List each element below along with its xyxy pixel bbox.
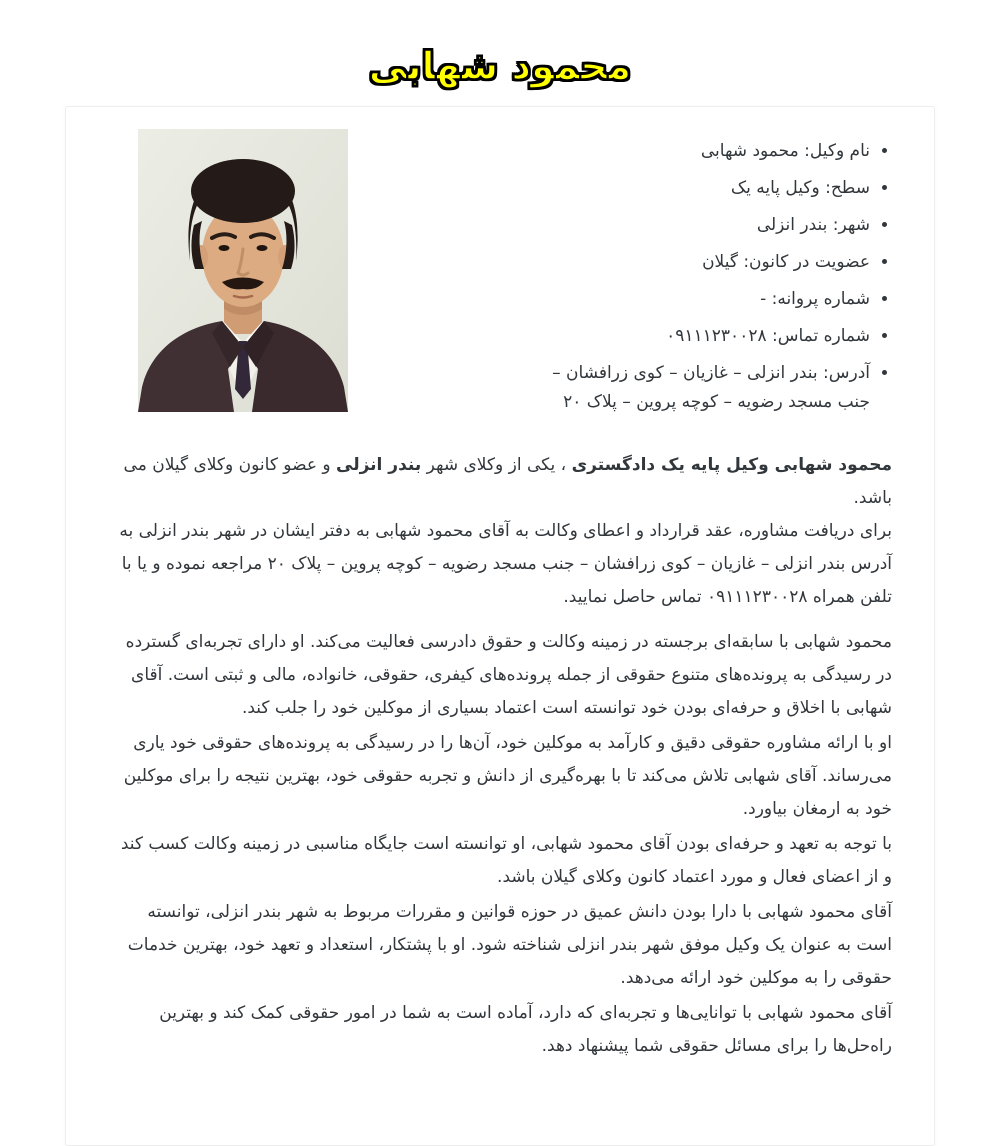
detail-lawyer-name: • نام وکیل: محمود شهابی	[530, 137, 870, 166]
bio-paragraph-experience: محمود شهابی با سابقه‌ای برجسته در زمینه وکالت و حقوق دادرسی فعالیت می‌کند. او دارای تجربه‌ای گسترده در رسیدگی به پرونده‌های متنوع حقوقی از جمله پرونده‌های کیفری، حقوقی، خانواده، مالی و ثبتی است. آقای شهابی با اخلاق و حرفه‌ای بودن خود توانسته است اعتماد بسیاری از موکلین خود را جلب کند.	[125, 632, 892, 718]
detail-level: • سطح: وکیل پایه یک	[530, 174, 870, 203]
page	[0, 44, 1000, 1146]
lawyer-details-list	[530, 137, 892, 425]
detail-city: • شهر: بندر انزلی	[530, 211, 870, 240]
bio-paragraph-knowledge: آقای محمود شهابی با دارا بودن دانش عمیق در حوزه قوانین و مقررات مربوط به شهر بندر انزلی، توانسته است به عنوان یک وکیل موفق شهر بندر انزلی شناخته شود. او با پشتکار، استعداد و تعهد خود، بهترین خدمات حقوقی را به موکلین خود ارائه می‌دهد.	[127, 902, 892, 988]
biography	[108, 449, 892, 1063]
bio-paragraph-consultation: او با ارائه مشاوره حقوقی دقیق و کارآمد به موکلین خود، آن‌ها را در رسیدگی به پرونده‌های حقوقی خود یاری می‌رساند. آقای شهابی تلاش می‌کند تا با بهره‌گیری از دانش و تجربه حقوقی خود، بهترین نتیجه را برای موکلین خود به ارمغان بیاورد.	[123, 733, 892, 819]
intro-text-2: و عضو کانون وکلای گیلان می باشد.	[123, 455, 892, 508]
detail-phone-number: • شماره تماس: ۰۹۱۱۱۲۳۰۰۲۸	[530, 322, 870, 351]
page-title: محمود شهابی	[368, 44, 632, 88]
lawyer-portrait-illustration	[138, 129, 348, 412]
profile-card	[65, 106, 935, 1146]
intro-paragraph	[108, 449, 892, 614]
bio-paragraph-commitment: با توجه به تعهد و حرفه‌ای بودن آقای محمود شهابی، او توانسته است جایگاه مناسبی در زمینه وکالت کسب کند و از اعضای فعال و مورد اعتماد کانون وکلای گیلان باشد.	[120, 834, 892, 887]
bio-paragraph-closing: آقای محمود شهابی با توانایی‌ها و تجربه‌ای که دارد، آماده است به شما در امور حقوقی کمک کند و بهترین راه‌حل‌ها را برای مسائل حقوقی شما پیشنهاد دهد.	[159, 1003, 892, 1056]
intro-contact-line: برای دریافت مشاوره، عقد قرارداد و اعطای وکالت به آقای محمود شهابی به دفتر ایشان در شهر بندر انزلی به آدرس بندر انزلی – غازیان – کوی زرافشان – جنب مسجد رضویه – کوچه پروین – پلاک ۲۰ مراجعه نموده و یا با تلفن همراه ۰۹۱۱۱۲۳۰۰۲۸ تماس حاصل نمایید.	[119, 521, 892, 607]
detail-license-number: • شماره پروانه: -	[530, 285, 870, 314]
profile-header	[108, 129, 892, 425]
lawyer-photo	[138, 129, 348, 412]
detail-address: • آدرس: بندر انزلی – غازیان – کوی زرافشان – جنب مسجد رضویه – کوچه پروین – پلاک ۲۰	[530, 359, 870, 417]
detail-bar-membership: • عضویت در کانون: گیلان	[530, 248, 870, 277]
intro-bold-city: بندر انزلی	[336, 455, 422, 475]
intro-text-1: ، یکی از وکلای شهر	[421, 455, 572, 475]
intro-bold-name-title: محمود شهابی وکیل پایه یک دادگستری	[571, 455, 892, 475]
